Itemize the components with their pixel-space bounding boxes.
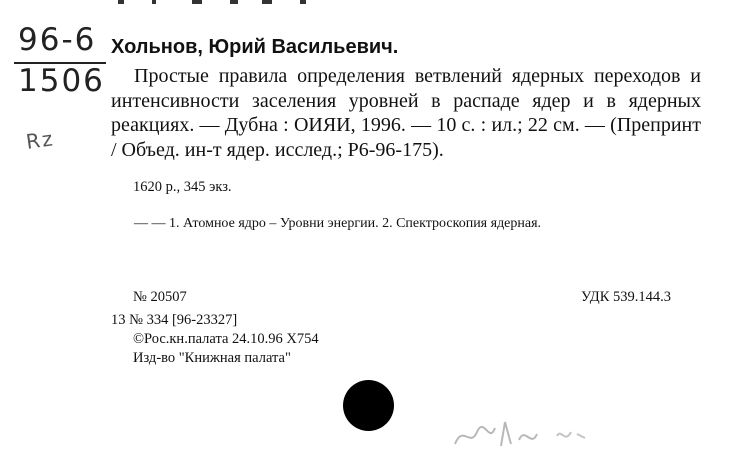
scan-edge-marks (0, 0, 750, 10)
publisher-line: Изд-во "Книжная палата" (133, 350, 291, 366)
subject-headings: — — 1. Атомное ядро – Уровни энергии. 2. Спектроскопия ядерная. (134, 216, 542, 231)
handwritten-side-mark: Rz (24, 126, 56, 154)
record-number: № 20507 (133, 289, 187, 305)
handwritten-code-top: 96-6 (18, 22, 97, 58)
udc-code: УДК 539.144.3 (581, 289, 671, 305)
author-heading: Хольнов, Юрий Васильевич. (111, 36, 399, 58)
handwritten-code-bottom: 1506 (18, 63, 105, 99)
punch-hole (343, 380, 394, 431)
price-and-print-run: 1620 р., 345 экз. (133, 179, 232, 195)
title-description: Простые правила определения ветвлений ядерных переходов и интенсивности заселения уровней в распаде ядер и в ядерных реакциях. — Дубна : ОИЯИ, 1996. — 10 с. : ил.; 22 см. — (Препринт / Объед. ин-т ядер. исслед.; Р6-96-175). (111, 65, 701, 161)
book-chamber-line: ©Рос.кн.палата 24.10.96 Х754 (133, 331, 319, 347)
card-number-line: 13 № 334 [96-23327] (111, 312, 238, 328)
faded-stamp (445, 414, 595, 454)
